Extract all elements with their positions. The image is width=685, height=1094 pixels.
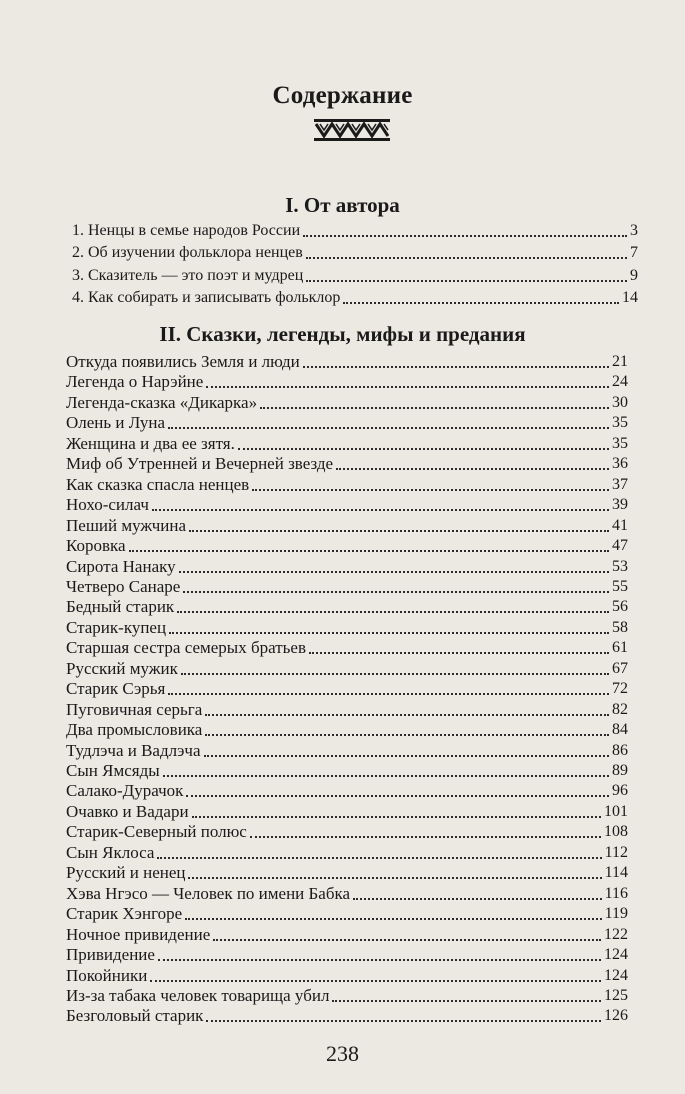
toc-entry-title: Хэва Нгэсо — Человек по имени Бабка [66, 883, 351, 903]
toc-entry-title: Сирота Нанаку [66, 556, 176, 576]
decorative-ornament-icon [312, 118, 392, 142]
toc-entry [66, 904, 628, 924]
toc-entry [66, 679, 628, 699]
toc-entry-title: Пеший мужчина [66, 515, 187, 535]
toc-entry [66, 781, 628, 801]
toc-entry [66, 884, 628, 904]
toc-entry-title: Русский мужик [66, 658, 178, 678]
dot-leader [309, 651, 609, 654]
toc-entry-title: Пуговичная серьга [66, 699, 203, 719]
dot-leader [306, 256, 627, 259]
toc-entry [66, 454, 628, 474]
toc-entry [66, 1006, 628, 1026]
toc-entry-title: Сын Ямсяды [66, 761, 160, 780]
toc-entry-title: Старик-купец [66, 617, 167, 637]
dot-leader [306, 279, 627, 282]
toc-entry-title: 3. Сказитель — это поэт и мудрец [72, 266, 304, 284]
toc-entry-title: Женщина и два ее зятя. [66, 433, 235, 453]
dot-leader [186, 794, 609, 797]
dot-leader [188, 876, 601, 879]
toc-entry-page: 125 [604, 986, 628, 1004]
toc-entry-page: 82 [612, 700, 628, 718]
toc-entry-page: 124 [604, 966, 628, 984]
dot-leader [150, 979, 601, 982]
dot-leader [185, 917, 601, 920]
toc-entry [66, 372, 628, 392]
dot-leader [353, 897, 602, 900]
toc-entry-title: Ночное привидение [66, 924, 211, 944]
toc-entry-title: Сын Яклоса [66, 842, 155, 862]
toc-entry-page: 47 [612, 537, 628, 555]
dot-leader [183, 590, 609, 593]
dot-leader [181, 672, 609, 675]
toc-entry-title: Старик-Северный полюс [66, 822, 247, 842]
toc-entry-title: Четверо Санаре [66, 576, 181, 596]
toc-entry [66, 700, 628, 720]
toc-entry [66, 843, 628, 863]
dot-leader [205, 713, 609, 716]
toc-entry-page: 21 [612, 353, 628, 370]
toc-entry-title: Старик Хэнгоре [66, 904, 183, 924]
toc-entry [66, 393, 628, 413]
toc-entry-page: 37 [612, 475, 628, 493]
dot-leader [158, 958, 601, 961]
toc-entry [66, 741, 628, 761]
toc-entry-title: Привидение [66, 945, 155, 965]
toc-entry [66, 986, 628, 1006]
toc-entry-page: 126 [604, 1007, 628, 1025]
toc-entry-page: 53 [612, 557, 628, 575]
toc-entry [66, 925, 628, 945]
dot-leader [163, 774, 609, 777]
toc-entry-title: Легенда о Нарэйне [66, 372, 204, 392]
toc-entry-title: Тудлэча и Вадлэча [66, 740, 201, 760]
toc-entry [66, 557, 628, 577]
toc-entry-page: 124 [604, 946, 628, 964]
toc-entry [66, 516, 628, 536]
toc-entry [66, 863, 628, 883]
dot-leader [336, 467, 609, 470]
toc-entry [66, 802, 628, 822]
dot-leader [177, 610, 609, 613]
dot-leader [204, 754, 610, 757]
toc-entry-title: Два промысловика [66, 720, 203, 740]
dot-leader [129, 549, 609, 552]
toc-entry [66, 618, 628, 638]
dot-leader [169, 631, 609, 634]
dot-leader [205, 733, 609, 736]
toc-entry-page: 58 [612, 618, 628, 636]
dot-leader [303, 365, 609, 368]
toc-entry-title: Очавко и Вадари [66, 801, 189, 821]
page-title: Содержание [272, 82, 413, 109]
toc-entry-page: 7 [630, 244, 638, 262]
toc-entry-page: 96 [612, 782, 628, 800]
toc-entry [66, 352, 628, 372]
dot-leader [168, 692, 609, 695]
toc-entry-page: 41 [612, 516, 628, 534]
toc-entry-page: 119 [604, 905, 628, 923]
toc-entry-page: 116 [604, 884, 628, 902]
dot-leader [168, 426, 609, 429]
toc-entry-page: 39 [612, 496, 628, 514]
toc-entry [66, 536, 628, 556]
toc-entry [66, 495, 628, 515]
toc-entry [72, 221, 638, 241]
toc-entry-page: 14 [622, 288, 638, 306]
toc-entry-page: 55 [612, 577, 628, 595]
toc-entry-page: 67 [612, 659, 628, 677]
toc-entry-page: 122 [604, 925, 628, 943]
toc-entry-title: Старик Сэрья [66, 679, 166, 699]
dot-leader [189, 529, 609, 532]
section-heading-author: I. От автора [285, 193, 400, 217]
toc-entry-title: Русский и ненец [66, 863, 186, 883]
toc-entry [66, 434, 628, 454]
toc-entry-title: 2. Об изучении фольклора ненцев [72, 244, 303, 262]
toc-entry-page: 101 [604, 802, 628, 820]
toc-entry [72, 243, 638, 263]
toc-entry-title: Коровка [66, 536, 126, 556]
toc-entry-page: 112 [604, 843, 628, 861]
toc-entry-page: 9 [630, 266, 638, 284]
toc-entry [72, 288, 638, 308]
dot-leader [206, 1019, 601, 1022]
toc-entry-page: 108 [604, 823, 628, 841]
dot-leader [252, 488, 609, 491]
toc-entry-page: 84 [612, 721, 628, 739]
toc-entry-title: Безголовый старик [66, 1006, 204, 1026]
toc-entry-page: 30 [612, 393, 628, 411]
toc-entry-title: Нохо-силач [66, 495, 149, 515]
toc-entry-page: 114 [604, 864, 628, 882]
toc-entry-title: Бедный старик [66, 597, 175, 617]
toc-entry [66, 659, 628, 679]
toc-entry-page: 72 [612, 680, 628, 698]
dot-leader [179, 570, 609, 573]
dot-leader [238, 447, 609, 450]
page-number: 238 [326, 1041, 359, 1066]
toc-entry-title: Легенда-сказка «Дикарка» [66, 392, 258, 412]
dot-leader [157, 856, 601, 859]
toc-entry-title: 4. Как собирать и записывать фольклор [72, 288, 341, 306]
dot-leader [206, 385, 609, 388]
toc-entry-page: 36 [612, 455, 628, 473]
dot-leader [332, 999, 601, 1002]
toc-entry-title: Откуда появились Земля и люди [66, 352, 300, 371]
toc-entry [66, 413, 628, 433]
dot-leader [343, 301, 619, 304]
dot-leader [303, 234, 627, 237]
toc-entry [66, 822, 628, 842]
toc-entry-title: Салако-Дурачок [66, 781, 184, 801]
toc-entry-page: 3 [630, 222, 638, 239]
toc-entry [66, 761, 628, 781]
toc-entry [66, 966, 628, 986]
toc-entry-title: Старшая сестра семерых братьев [66, 638, 306, 658]
toc-entry-title: Как сказка спасла ненцев [66, 474, 250, 494]
toc-entry [66, 475, 628, 495]
dot-leader [192, 815, 601, 818]
dot-leader [213, 938, 601, 941]
toc-entry-page: 61 [612, 639, 628, 657]
dot-leader [250, 835, 601, 838]
toc-entry-page: 86 [612, 741, 628, 759]
dot-leader [260, 406, 609, 409]
toc-entry-page: 24 [612, 373, 628, 391]
toc-entry-title: Олень и Луна [66, 413, 166, 433]
toc-entry [66, 638, 628, 658]
toc-entry-page: 35 [612, 414, 628, 432]
toc-entry-title: Из-за табака человек товарища убил [66, 985, 330, 1005]
toc-entry [66, 597, 628, 617]
dot-leader [152, 508, 609, 511]
toc-entry-title: Миф об Утренней и Вечерней звезде [66, 454, 334, 474]
toc-entry-page: 35 [612, 434, 628, 452]
toc-entry-title: Покойники [66, 965, 148, 985]
toc-entry [66, 577, 628, 597]
section-heading-tales: II. Сказки, легенды, мифы и предания [159, 322, 526, 346]
toc-entry [66, 945, 628, 965]
toc-entry [72, 266, 638, 286]
toc-entry-page: 89 [612, 762, 628, 779]
toc-entry-title: 1. Ненцы в семье народов России [72, 222, 301, 239]
toc-entry-page: 56 [612, 598, 628, 616]
toc-entry [66, 720, 628, 740]
